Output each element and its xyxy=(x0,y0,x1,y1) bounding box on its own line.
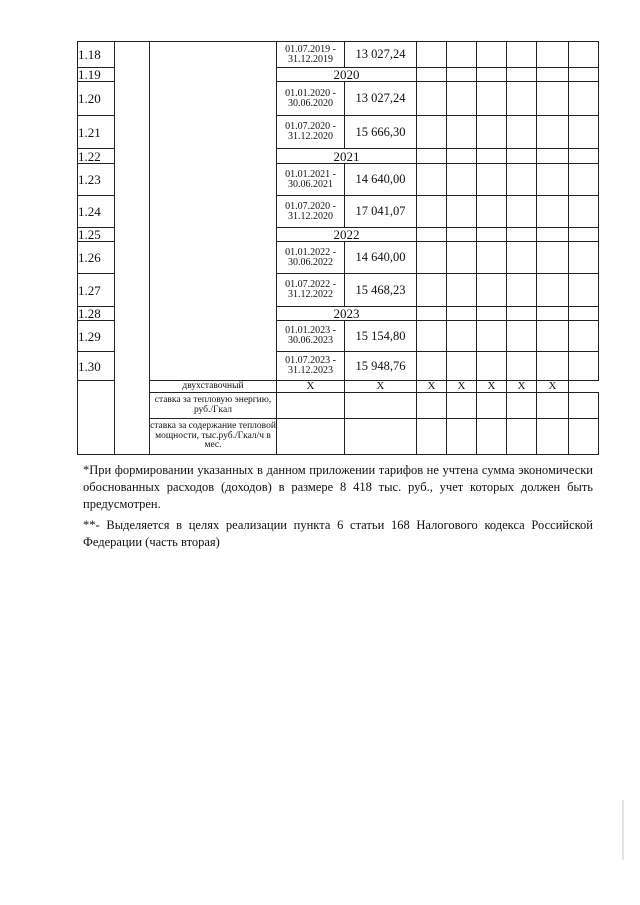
row-number: 1.23 xyxy=(78,164,115,196)
tariff-value: 15 948,76 xyxy=(345,352,417,381)
empty-cell xyxy=(537,352,569,381)
empty-cell xyxy=(569,196,599,228)
tariff-value: 13 027,24 xyxy=(345,82,417,116)
empty-cell xyxy=(417,82,447,116)
empty-cell xyxy=(507,68,537,82)
row-number: 1.26 xyxy=(78,242,115,274)
x-mark: X xyxy=(537,381,569,393)
empty-cell xyxy=(477,307,507,321)
empty-cell xyxy=(417,149,447,164)
period-end: 31.12.2022 xyxy=(288,289,333,300)
empty-cell xyxy=(477,419,507,455)
empty-cell xyxy=(477,274,507,307)
empty-cell xyxy=(447,164,477,196)
empty-cell xyxy=(447,149,477,164)
x-mark: X xyxy=(507,381,537,393)
empty-cell xyxy=(507,242,537,274)
row-number: 1.20 xyxy=(78,82,115,116)
empty-cell xyxy=(277,393,345,419)
empty-cell xyxy=(569,116,599,149)
empty-cell xyxy=(417,419,447,455)
empty-cell xyxy=(477,228,507,242)
table-row xyxy=(78,393,599,419)
period-start: 01.01.2023 - xyxy=(285,325,336,336)
empty-cell xyxy=(447,321,477,352)
tariff-value: 15 666,30 xyxy=(345,116,417,149)
row-number: 1.18 xyxy=(78,42,115,68)
empty-cell xyxy=(447,228,477,242)
empty-cell xyxy=(569,419,599,455)
empty-cell xyxy=(507,164,537,196)
empty-cell xyxy=(569,393,599,419)
empty-cell xyxy=(345,393,417,419)
blank-column-c xyxy=(150,42,277,381)
period-cell xyxy=(277,242,345,274)
empty-cell xyxy=(417,228,447,242)
period-cell xyxy=(277,82,345,116)
empty-cell xyxy=(447,68,477,82)
scan-edge-mark xyxy=(622,800,624,860)
period-cell xyxy=(277,274,345,307)
empty-cell xyxy=(447,82,477,116)
period-end: 30.06.2022 xyxy=(288,256,333,268)
empty-cell xyxy=(569,352,599,381)
tariff-table xyxy=(77,41,599,455)
table-row xyxy=(78,419,599,455)
year-header: 2022 xyxy=(277,228,417,242)
empty-cell xyxy=(537,228,569,242)
empty-cell xyxy=(417,68,447,82)
empty-cell xyxy=(417,352,447,381)
empty-cell xyxy=(447,274,477,307)
blank-column-b xyxy=(115,42,150,455)
empty-cell xyxy=(447,242,477,274)
period-cell xyxy=(277,116,345,149)
footnote-calculation: *При формировании указанных в данном приложении тарифов не учтена сумма экономически обоснованных расходов (доходов) в размере 8 418 тыс. руб., учет которых должен быть предусмотрен. xyxy=(83,463,593,511)
empty-cell xyxy=(569,274,599,307)
tariff-value: 14 640,00 xyxy=(345,164,417,196)
period-end: 31.12.2020 xyxy=(288,131,333,142)
period-start: 01.01.2020 - xyxy=(285,87,336,99)
empty-cell xyxy=(537,164,569,196)
period-end: 31.12.2019 xyxy=(288,53,333,65)
two-part-label: двухставочный xyxy=(150,381,277,393)
empty-cell xyxy=(569,307,599,321)
period-start: 01.07.2019 - xyxy=(285,43,336,55)
period-start: 01.01.2021 - xyxy=(285,168,336,180)
period-start: 01.07.2022 - xyxy=(285,279,336,290)
empty-cell xyxy=(477,242,507,274)
period-end: 30.06.2021 xyxy=(288,178,333,190)
empty-cell xyxy=(507,274,537,307)
empty-cell xyxy=(569,242,599,274)
empty-cell xyxy=(569,228,599,242)
year-header: 2021 xyxy=(277,149,417,164)
empty-cell xyxy=(417,274,447,307)
empty-cell xyxy=(477,149,507,164)
empty-cell xyxy=(447,196,477,228)
empty-cell xyxy=(537,116,569,149)
capacity-rate-label: ставка за содержание тепловой мощности, тыс.руб./Гкал/ч в мес. xyxy=(150,419,277,455)
empty-cell xyxy=(569,321,599,352)
row-number: 1.27 xyxy=(78,274,115,307)
empty-cell xyxy=(477,352,507,381)
empty-cell xyxy=(537,149,569,164)
empty-cell xyxy=(447,116,477,149)
empty-cell xyxy=(569,42,599,68)
empty-cell xyxy=(537,82,569,116)
period-cell xyxy=(277,42,345,68)
period-start: 01.07.2020 - xyxy=(285,121,336,132)
empty-cell xyxy=(417,321,447,352)
empty-cell xyxy=(417,42,447,68)
empty-cell xyxy=(569,68,599,82)
empty-cell xyxy=(569,82,599,116)
year-header: 2023 xyxy=(277,307,417,321)
empty-cell xyxy=(417,393,447,419)
footnote-tax-code: **- Выделяется в целях реализации пункта 6 статьи 168 Налогового кодекса Российской Федерации (часть вторая) xyxy=(83,518,593,549)
empty-cell xyxy=(477,42,507,68)
row-number: 1.25 xyxy=(78,228,115,242)
empty-cell xyxy=(569,149,599,164)
empty-cell xyxy=(537,393,569,419)
tariff-value: 14 640,00 xyxy=(345,242,417,274)
tariff-value: 17 041,07 xyxy=(345,196,417,228)
empty-cell xyxy=(537,196,569,228)
empty-cell xyxy=(507,82,537,116)
row-number: 1.19 xyxy=(78,68,115,82)
empty-cell xyxy=(507,196,537,228)
tariff-value: 15 468,23 xyxy=(345,274,417,307)
empty-cell xyxy=(477,116,507,149)
empty-cell xyxy=(507,393,537,419)
empty-cell xyxy=(417,164,447,196)
row-number: 1.22 xyxy=(78,149,115,164)
period-start: 01.01.2022 - xyxy=(285,246,336,258)
empty-cell xyxy=(447,393,477,419)
table-row xyxy=(78,381,599,393)
x-mark: X xyxy=(417,381,447,393)
empty-cell xyxy=(417,196,447,228)
empty-cell xyxy=(537,321,569,352)
empty-cell xyxy=(507,352,537,381)
empty-cell xyxy=(507,321,537,352)
empty-cell xyxy=(477,164,507,196)
energy-rate-label: ставка за тепловую энергию, руб./Гкал xyxy=(150,393,277,419)
period-end: 30.06.2020 xyxy=(288,97,333,109)
row-number: 1.21 xyxy=(78,116,115,149)
period-end: 31.12.2023 xyxy=(288,365,333,376)
empty-cell xyxy=(477,68,507,82)
empty-cell xyxy=(277,419,345,455)
empty-cell xyxy=(537,307,569,321)
period-cell xyxy=(277,352,345,381)
period-cell xyxy=(277,321,345,352)
empty-cell xyxy=(345,419,417,455)
row-number: 1.24 xyxy=(78,196,115,228)
empty-cell xyxy=(417,307,447,321)
x-mark: X xyxy=(477,381,507,393)
empty-cell xyxy=(507,228,537,242)
blank-number-cell xyxy=(78,381,115,455)
x-mark: X xyxy=(277,381,345,393)
empty-cell xyxy=(447,352,477,381)
period-start: 01.07.2023 - xyxy=(285,355,336,366)
period-end: 30.06.2023 xyxy=(288,335,333,346)
empty-cell xyxy=(537,68,569,82)
empty-cell xyxy=(537,42,569,68)
tariff-value: 13 027,24 xyxy=(345,42,417,68)
empty-cell xyxy=(537,419,569,455)
period-end: 31.12.2020 xyxy=(288,210,333,222)
empty-cell xyxy=(447,419,477,455)
period-cell xyxy=(277,196,345,228)
empty-cell xyxy=(477,196,507,228)
empty-cell xyxy=(569,164,599,196)
x-mark: X xyxy=(345,381,417,393)
empty-cell xyxy=(507,149,537,164)
empty-cell xyxy=(477,393,507,419)
year-header: 2020 xyxy=(277,68,417,82)
table-row xyxy=(78,42,599,68)
empty-cell xyxy=(477,321,507,352)
empty-cell xyxy=(447,307,477,321)
x-mark: X xyxy=(447,381,477,393)
empty-cell xyxy=(507,307,537,321)
empty-cell xyxy=(537,242,569,274)
empty-cell xyxy=(417,116,447,149)
empty-cell xyxy=(507,419,537,455)
empty-cell xyxy=(507,116,537,149)
empty-cell xyxy=(477,82,507,116)
tariff-table-body xyxy=(78,42,599,455)
row-number: 1.28 xyxy=(78,307,115,321)
period-start: 01.07.2020 - xyxy=(285,200,336,212)
row-number: 1.29 xyxy=(78,321,115,352)
empty-cell xyxy=(447,42,477,68)
tariff-value: 15 154,80 xyxy=(345,321,417,352)
empty-cell xyxy=(417,242,447,274)
empty-cell xyxy=(537,274,569,307)
period-cell xyxy=(277,164,345,196)
row-number: 1.30 xyxy=(78,352,115,381)
empty-cell xyxy=(507,42,537,68)
